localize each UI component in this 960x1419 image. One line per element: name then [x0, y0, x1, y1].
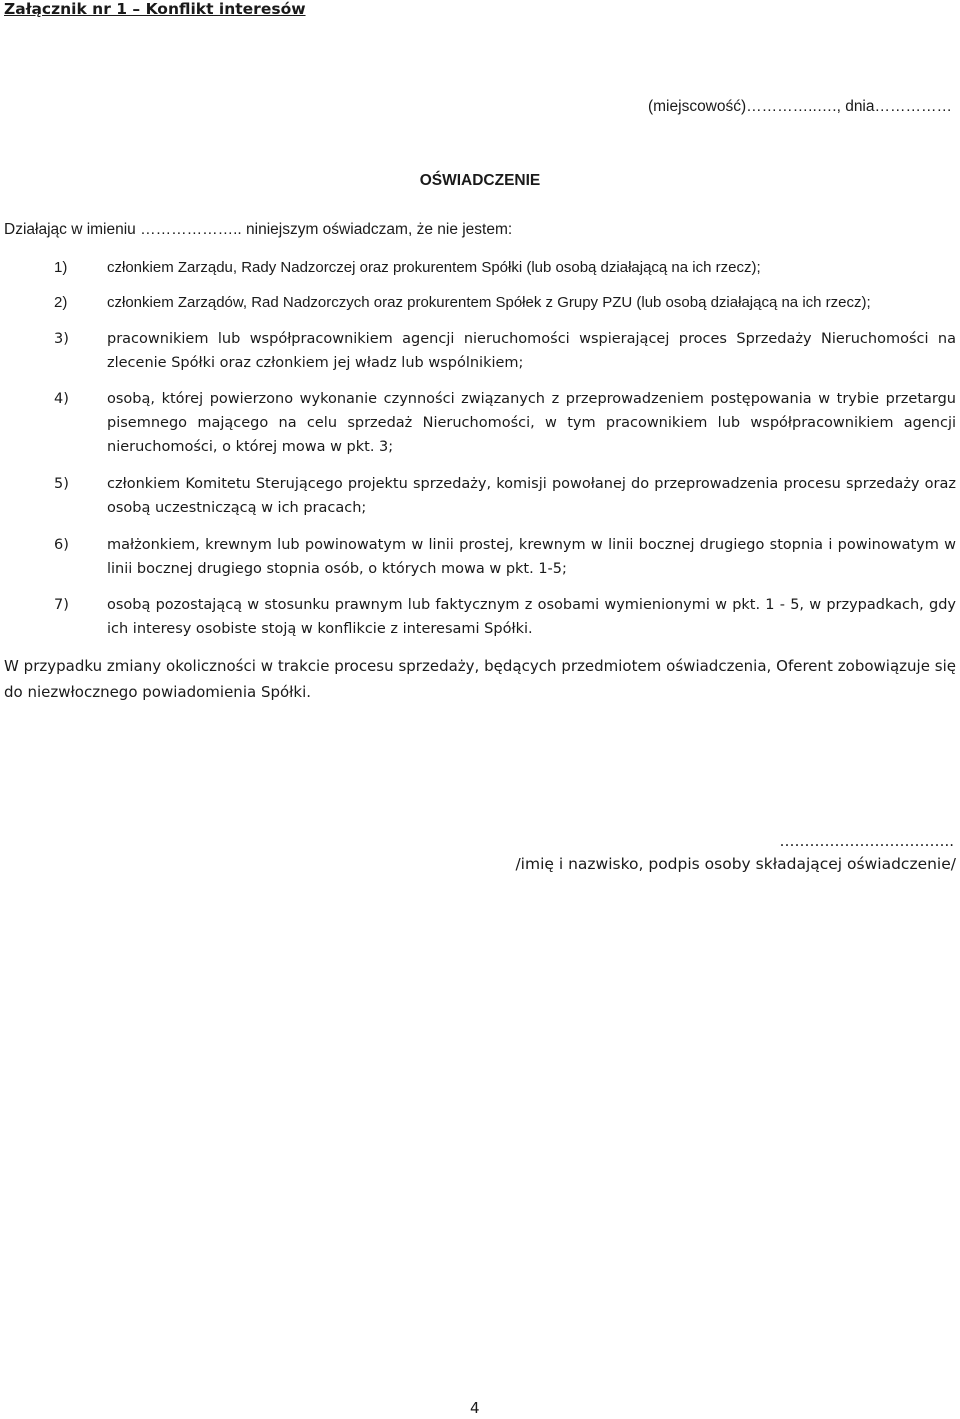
list-item-number: 7)	[54, 597, 69, 613]
closing-paragraph: W przypadku zmiany okoliczności w trakcie procesu sprzedaży, będących przedmiotem oświadczenia, Oferent zobowiązuje się do niezwłocznego powiadomienia Spółki.	[4, 657, 956, 701]
list-item-text: członkiem Zarządów, Rad Nadzorczych oraz prokurentem Spółek z Grupy PZU (lub osobą działającą na ich rzecz);	[107, 294, 871, 311]
place-date-line: (miejscowość)…………..…., dnia……………	[647, 98, 952, 115]
list-item-text: członkiem Komitetu Sterującego projektu sprzedaży, komisji powołanej do przeprowadzenia procesu sprzedaży oraz osobą uczestniczącą w ich pracach;	[107, 476, 956, 516]
list-item-number: 6)	[54, 537, 69, 553]
signature-caption: /imię i nazwisko, podpis osoby składającej oświadczenie/	[515, 855, 956, 873]
list-item-number: 3)	[54, 331, 69, 347]
acting-on-behalf-line: Działając w imieniu ……………….. niniejszym oświadczam, że nie jestem:	[4, 221, 513, 238]
list-item-text: osobą pozostającą w stosunku prawnym lub faktycznym z osobami wymienionymi w pkt. 1 - 5, w przypadkach, gdy ich interesy osobiste stoją w konflikcie z interesami Spółki.	[107, 597, 956, 637]
list-item-number: 4)	[54, 391, 69, 407]
list-item-number: 5)	[54, 476, 69, 492]
list-item-number: 1)	[54, 259, 68, 276]
list-item-text: osobą, której powierzono wykonanie czynności związanych z przeprowadzeniem postępowania w trybie przetargu pisemnego mającego na celu sprzedaż Nieruchomości, w tym pracownikiem lub współpracownikiem agencji nieruchomości, o której mowa w pkt. 3;	[107, 391, 956, 455]
attachment-title: Załącznik nr 1 – Konflikt interesów	[4, 0, 306, 18]
page-number: 4	[470, 1399, 480, 1417]
list-item-text: małżonkiem, krewnym lub powinowatym w linii prostej, krewnym w linii bocznej drugiego stopnia i powinowatym w linii bocznej drugiego stopnia osób, o których mowa w pkt. 1-5;	[107, 537, 956, 577]
list-item-number: 2)	[54, 294, 68, 311]
list-item-text: pracownikiem lub współpracownikiem agencji nieruchomości wspierającej proces Sprzedaży Nieruchomości na zlecenie Spółki oraz członkiem jej władz lub wspólnikiem;	[107, 331, 956, 371]
list-item-text: członkiem Zarządu, Rady Nadzorczej oraz prokurentem Spółki (lub osobą działającą na ich rzecz);	[107, 259, 761, 276]
signature-line: ……………………………..	[779, 832, 954, 850]
document-title: OŚWIADCZENIE	[419, 172, 541, 189]
